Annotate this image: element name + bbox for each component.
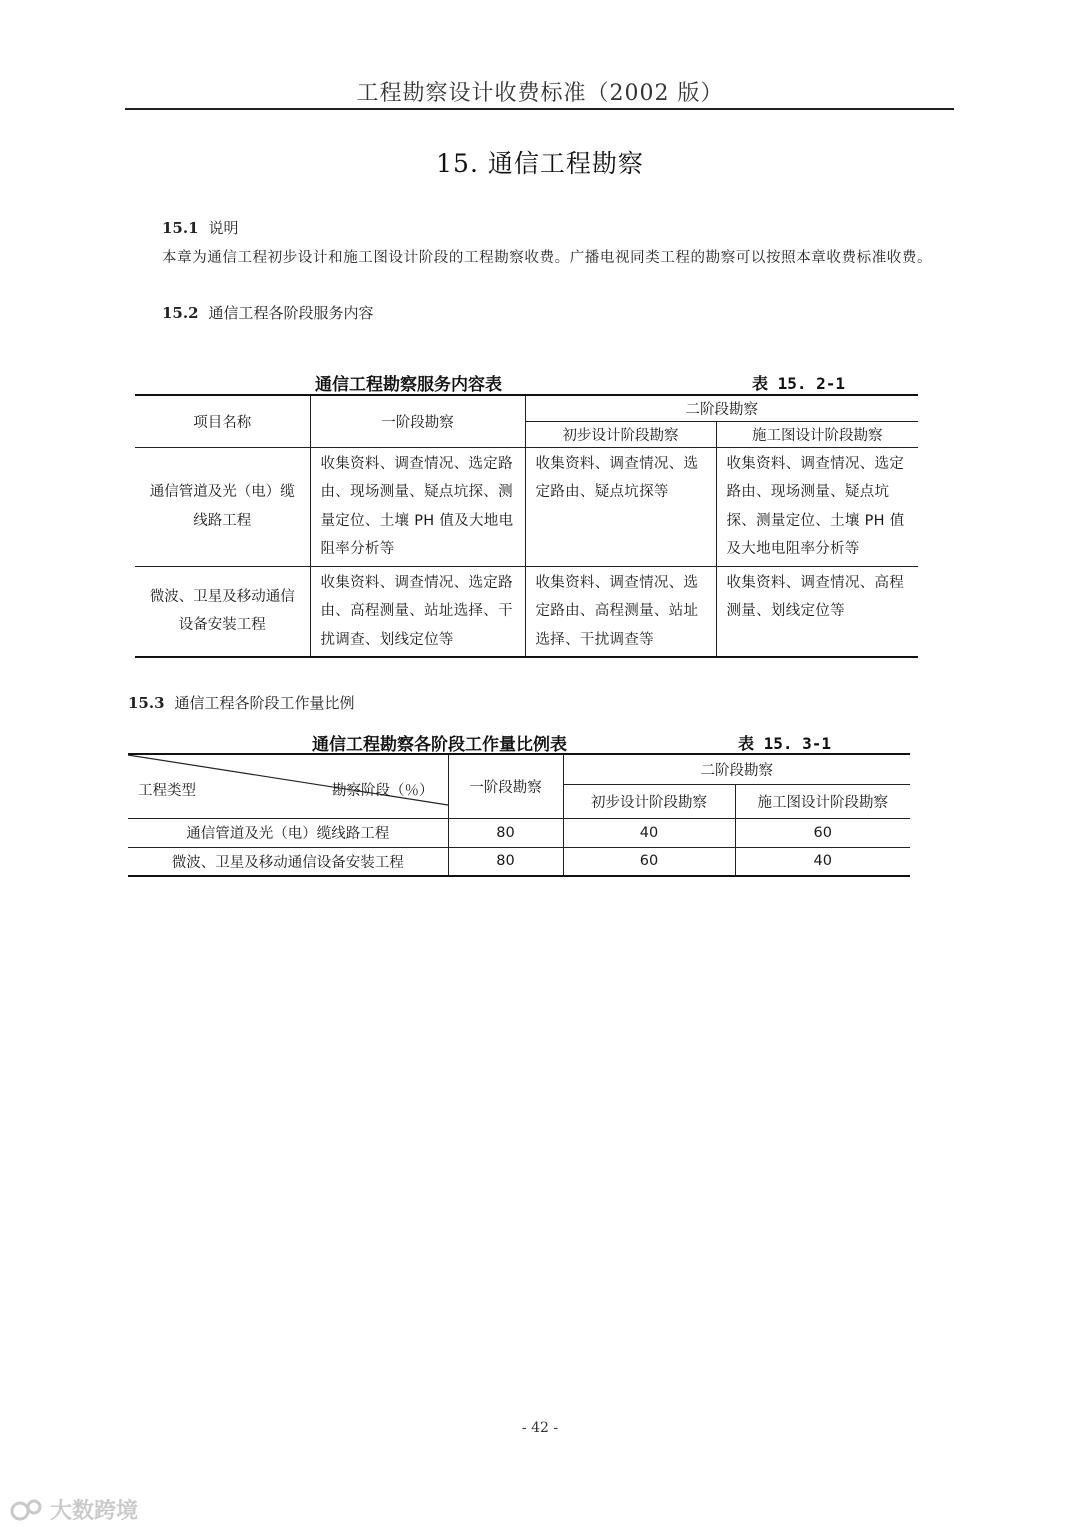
row-one-stage: 80 (448, 847, 563, 876)
chapter-title: 15. 通信工程勘察 (436, 149, 644, 178)
row-name-text: 通信管道及光（电）缆线路工程 (149, 484, 295, 529)
row-prelim: 收集资料、调查情况、选定路由、高程测量、站址选择、干扰调查等 (525, 566, 716, 657)
table1-caption: 通信工程勘察服务内容表 (315, 375, 502, 395)
table-row (128, 847, 910, 876)
row-type: 微波、卫星及移动通信设备安装工程 (128, 847, 448, 876)
section-title: 通信工程各阶段服务内容 (208, 304, 374, 322)
table1-code: 表 15. 2-1 (752, 374, 846, 393)
header-construction: 施工图设计阶段勘察 (735, 784, 910, 818)
header-rule (125, 108, 954, 110)
header-prelim: 初步设计阶段勘察 (525, 421, 716, 447)
row-one-stage: 80 (448, 818, 563, 847)
intro-text: 本章为通信工程初步设计和施工图设计阶段的工程勘察收费。广播电视同类工程的勘察可以按照本章收费标准收费。 (162, 250, 933, 266)
section-title: 说明 (208, 219, 239, 237)
header-type: 工程类型 (138, 782, 196, 799)
header-prelim: 初步设计阶段勘察 (563, 784, 735, 818)
watermark-text: 大数跨境 (50, 1499, 139, 1524)
header-construction: 施工图设计阶段勘察 (716, 421, 918, 447)
row-name (135, 447, 310, 566)
diagonal-header-cell (128, 754, 448, 818)
running-header: 工程勘察设计收费标准（2002 版） (356, 81, 724, 106)
header-one-stage: 一阶段勘察 (448, 754, 563, 818)
row-construction: 收集资料、调查情况、高程测量、划线定位等 (716, 566, 918, 657)
section-15-3-heading (128, 692, 355, 713)
section-15-1-heading (162, 217, 239, 238)
table2-caption: 通信工程勘察各阶段工作量比例表 (312, 735, 567, 755)
header-item-name: 项目名称 (135, 395, 310, 447)
row-prelim: 60 (563, 847, 735, 876)
section-title: 通信工程各阶段工作量比例 (174, 694, 355, 712)
service-content-table (135, 394, 918, 658)
table2-code: 表 15. 3-1 (738, 734, 832, 753)
row-construction: 40 (735, 847, 910, 876)
page-number: - 42 - (521, 1420, 559, 1436)
header-stage-pct: 勘察阶段（％） (332, 783, 434, 799)
row-one-stage: 收集资料、调查情况、选定路由、高程测量、站址选择、干扰调查、划线定位等 (310, 566, 525, 657)
row-type: 通信管道及光（电）缆线路工程 (128, 818, 448, 847)
row-construction: 60 (735, 818, 910, 847)
row-name (135, 566, 310, 657)
section-number: 15.2 (162, 304, 199, 322)
table-row (135, 447, 918, 566)
table-row (128, 818, 910, 847)
section-number: 15.1 (162, 219, 199, 237)
row-one-stage: 收集资料、调查情况、选定路由、现场测量、疑点坑探、测量定位、土壤 PH 值及大地电阻率分析等 (310, 447, 525, 566)
section-number: 15.3 (128, 694, 165, 712)
workload-ratio-table (128, 753, 910, 877)
header-two-stage: 二阶段勘察 (563, 754, 910, 784)
watermark (10, 1494, 138, 1525)
row-prelim: 40 (563, 818, 735, 847)
intro-paragraph (128, 244, 948, 272)
row-name-text: 微波、卫星及移动通信设备安装工程 (149, 588, 295, 634)
row-prelim: 收集资料、调查情况、选定路由、疑点坑探等 (525, 447, 716, 566)
row-construction: 收集资料、调查情况、选定路由、现场测量、疑点坑探、测量定位、土壤 PH 值及大地电阻率分析等 (716, 447, 918, 566)
header-one-stage: 一阶段勘察 (310, 395, 525, 447)
watermark-logo-icon (10, 1497, 44, 1523)
section-15-2-heading (162, 302, 374, 323)
table-row (135, 566, 918, 657)
header-two-stage: 二阶段勘察 (525, 395, 918, 421)
